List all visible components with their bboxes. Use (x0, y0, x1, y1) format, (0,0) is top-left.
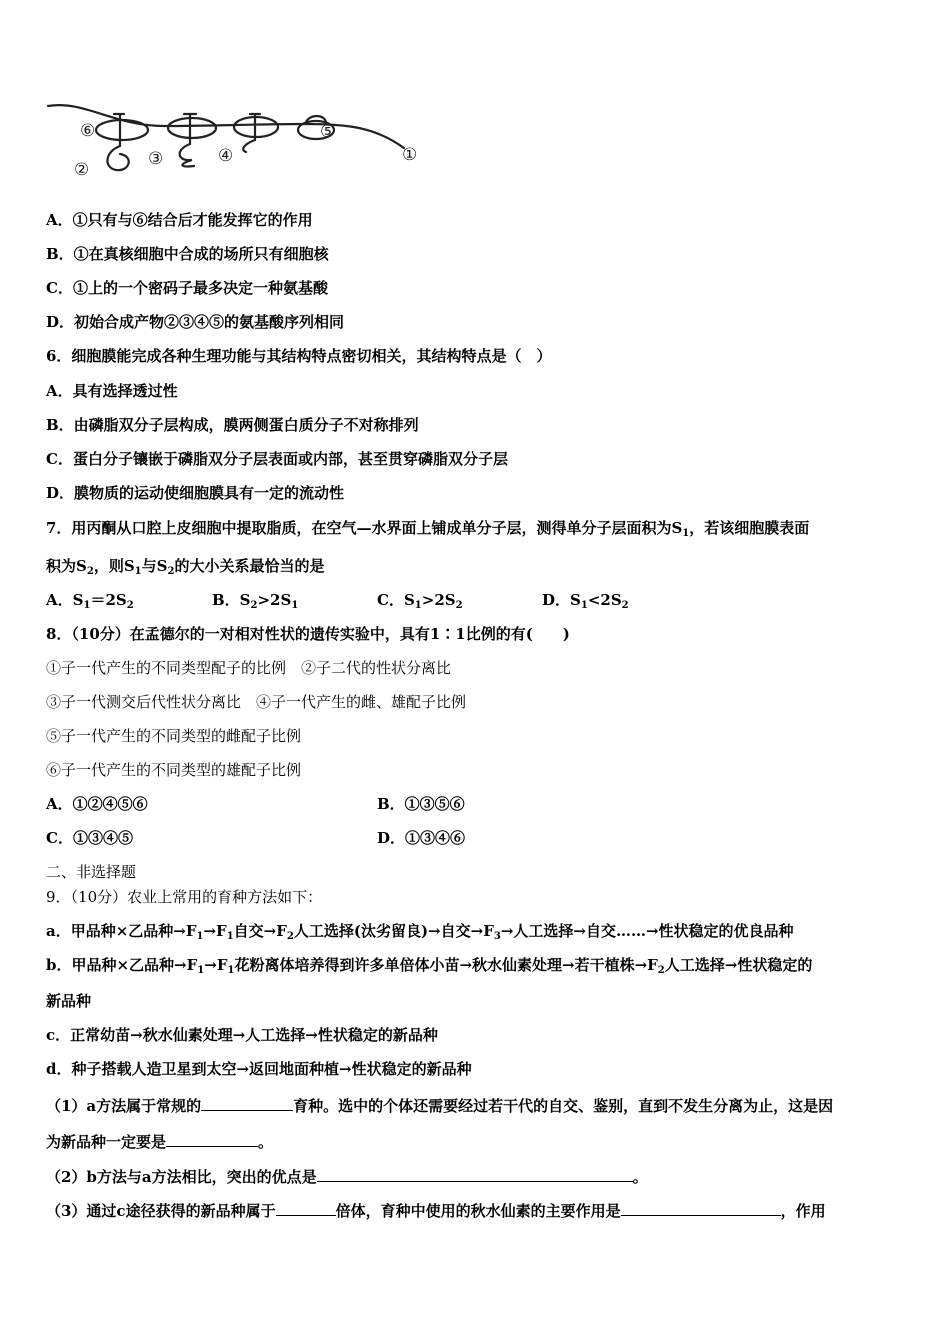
q7-option-d: D．$S_1<2S_2$ (542, 591, 629, 611)
q6-option-a: A．具有选择透过性 (46, 382, 178, 400)
q6-option-d: D．膜物质的运动使细胞膜具有一定的流动性 (46, 484, 345, 502)
q9-sub1-line1: （1）a方法属于常规的 育种。选中的个体还需要经过若干代的自交、鉴别，直到不发生分离为止，这是因 (46, 1097, 834, 1115)
q8-option-c: C．①③④⑤ (46, 829, 133, 847)
figure-label-1: ① (402, 145, 418, 165)
answer-blank-1[interactable] (201, 1095, 293, 1111)
q8-item-4: ⑥子一代产生的不同类型的雄配子比例 (46, 761, 302, 779)
q7-option-c: C．$S_1>2S_2$ (377, 591, 463, 611)
q9-method-c: c．正常幼苗→秋水仙素处理→人工选择→性状稳定的新品种 (46, 1026, 438, 1044)
q6-option-c: C．蛋白分子镶嵌于磷脂双分子层表面或内部，甚至贯穿磷脂双分子层 (46, 450, 508, 468)
q9-method-b: b．甲品种×乙品种$\to F_1\to F_1$花粉离体培养得到许多单倍体小苗→秋水仙素处理→若干植株$\to F_2$人工选择→性状稳定的 (46, 956, 813, 976)
answer-blank-3[interactable] (317, 1166, 633, 1182)
q9-sub3: （3）通过c途径获得的新品种属于 倍体，育种中使用的秋水仙素的主要作用是 ，作用 (46, 1202, 826, 1220)
figure-label-6: ⑥ (80, 121, 96, 141)
q7-options (46, 590, 629, 610)
q9-method-d: d．种子搭载人造卫星到太空→返回地面种植→性状稳定的新品种 (46, 1060, 472, 1078)
q9-method-b-cont: 新品种 (46, 992, 92, 1010)
q9-stem: 9．（10分）农业上常用的育种方法如下： (46, 888, 323, 906)
q8-options-row1 (46, 794, 465, 814)
q9-sub2: （2）b方法与a方法相比，突出的优点是 。 (46, 1168, 648, 1186)
q5-option-a: A．①只有与⑥结合后才能发挥它的作用 (46, 211, 313, 229)
q7-option-b: B．$S_2>2S_1$ (212, 591, 299, 611)
q8-stem: 8．（10分）在孟德尔的一对相对性状的遗传实验中，具有1∶1比例的有( ) (46, 625, 570, 643)
q7-stem-line1: 7．用丙酮从口腔上皮细胞中提取脂质，在空气—水界面上铺成单分子层，测得单分子层面积为$S_1$，若该细胞膜表面 (46, 519, 810, 539)
section-heading: 二、非选择题 (46, 863, 137, 881)
q8-item-1: ①子一代产生的不同类型配子的比例 ②子二代的性状分离比 (46, 659, 452, 677)
q8-item-3: ⑤子一代产生的不同类型的雌配子比例 (46, 727, 302, 745)
q5-option-d: D．初始合成产物②③④⑤的氨基酸序列相同 (46, 313, 345, 331)
answer-blank-4[interactable] (276, 1200, 336, 1216)
figure-label-3: ③ (148, 149, 164, 169)
q9-sub1-line2: 为新品种一定要是 。 (46, 1133, 274, 1151)
q8-option-b: B．①③⑤⑥ (377, 795, 465, 813)
q9-method-a: a．甲品种×乙品种$\to F_1\to F_1$自交$\to F_2$人工选择(汰劣留良)→自交$\to F_3\to$人工选择→自交……→性状稳定的优良品种 (46, 922, 794, 942)
q7-option-a: A．$S_1=2S_2$ (46, 591, 134, 611)
q5-option-c: C．①上的一个密码子最多决定一种氨基酸 (46, 279, 328, 297)
q6-option-b: B．由磷脂双分子层构成，膜两侧蛋白质分子不对称排列 (46, 416, 419, 434)
figure-label-2: ② (74, 160, 90, 180)
q5-option-b: B．①在真核细胞中合成的场所只有细胞核 (46, 245, 329, 263)
q6-stem: 6．细胞膜能完成各种生理功能与其结构特点密切相关，其结构特点是（ ） (46, 347, 552, 365)
q8-item-2: ③子一代测交后代性状分离比 ④子一代产生的雌、雄配子比例 (46, 693, 467, 711)
q8-options-row2 (46, 828, 465, 848)
figure-label-5: ⑤ (320, 122, 336, 142)
answer-blank-2[interactable] (166, 1131, 258, 1147)
q8-option-d: D．①③④⑥ (377, 829, 466, 847)
q7-stem-line2: 积为$S_2$，则$S_1$与$S_2$的大小关系最恰当的是 (46, 557, 325, 577)
figure-label-4: ④ (218, 146, 234, 166)
q8-option-a: A．①②④⑤⑥ (46, 795, 148, 813)
ribosome-mrna-figure (44, 96, 434, 188)
answer-blank-5[interactable] (621, 1200, 781, 1216)
